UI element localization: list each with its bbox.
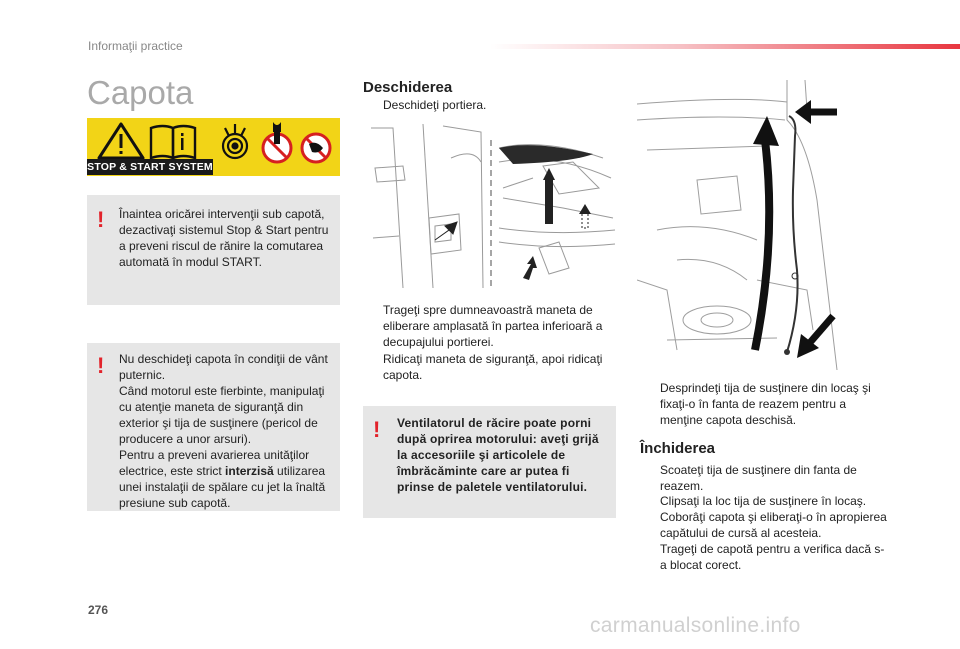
manual-book-icon bbox=[151, 126, 195, 158]
exclamation-icon: ! bbox=[97, 353, 105, 378]
opening-step-4: Desprindeţi tija de susţinere din locaş şi fixaţi-o în fanta de reazem pentru a menţine capota deschisă. bbox=[660, 381, 871, 427]
page-title: Capota bbox=[87, 74, 194, 111]
closing-step-1: Scoateţi tija de susţinere din fanta de reazem. bbox=[660, 463, 857, 493]
warning-note-stop-start bbox=[87, 195, 340, 305]
illustration-hood-release bbox=[363, 118, 616, 290]
illustration-hood-stay bbox=[637, 80, 860, 370]
stop-start-label: STOP & START SYSTEM bbox=[87, 161, 213, 173]
opening-step-3: Ridicaţi maneta de siguranţă, apoi ridicaţi capota. bbox=[383, 352, 603, 382]
no-hands-icon bbox=[263, 122, 291, 162]
header-accent-line bbox=[490, 44, 960, 49]
opening-step-2: Trageţi spre dumneavoastră maneta de eliberare amplasată în partea inferioară a decupajului portierei. bbox=[383, 303, 603, 349]
warning-note-fan bbox=[363, 406, 616, 518]
no-loose-clothing-icon bbox=[302, 134, 330, 162]
opening-step-1: Deschideţi portiera. bbox=[383, 98, 487, 112]
note-text: Ventilatorul de răcire poate porni după oprirea motorului: aveţi grijă la accesoriile şi articolele de îmbrăcăminte care ar putea fi prinse de paletele ventilatorului. bbox=[397, 416, 599, 494]
closing-heading: Închiderea bbox=[640, 440, 716, 457]
section-header: Informaţii practice bbox=[88, 39, 183, 53]
warning-triangle-icon bbox=[99, 124, 143, 158]
closing-step-2: Clipsaţi la loc tija de susţinere în locaş. bbox=[660, 494, 867, 508]
opening-heading: Deschiderea bbox=[363, 79, 453, 96]
closing-step-4: Trageţi de capotă pentru a verifica dacă s-a blocat corect. bbox=[660, 542, 885, 572]
fan-icon bbox=[223, 124, 247, 158]
note-text: Înaintea oricărei intervenţii sub capotă, dezactivaţi sistemul Stop & Start pentru a preveni riscul de rănire la comutarea automată în modul START. bbox=[119, 207, 329, 269]
closing-step-3: Coborâţi capota şi eliberaţi-o în apropierea capătului de cursă al acesteia. bbox=[660, 510, 887, 540]
note-text: Nu deschideţi capota în condiţii de vânt puternic. Când motorul este fierbinte, manipulaţi cu atenţie maneta de siguranţă din exterior şi tija de susţinere (pericol de producere a unor arsuri). Pentru a preveni avarierea unităţilor electrice, este strict interzisă utilizarea unei instalaţii de spălare cu jet la înaltă presiune sub capotă. bbox=[119, 352, 328, 510]
exclamation-icon: ! bbox=[97, 207, 105, 232]
page-number: 276 bbox=[88, 603, 109, 617]
watermark: carmanualsonline.info bbox=[590, 614, 801, 637]
exclamation-icon: ! bbox=[373, 417, 381, 442]
warning-note-wind-heat bbox=[87, 343, 340, 511]
